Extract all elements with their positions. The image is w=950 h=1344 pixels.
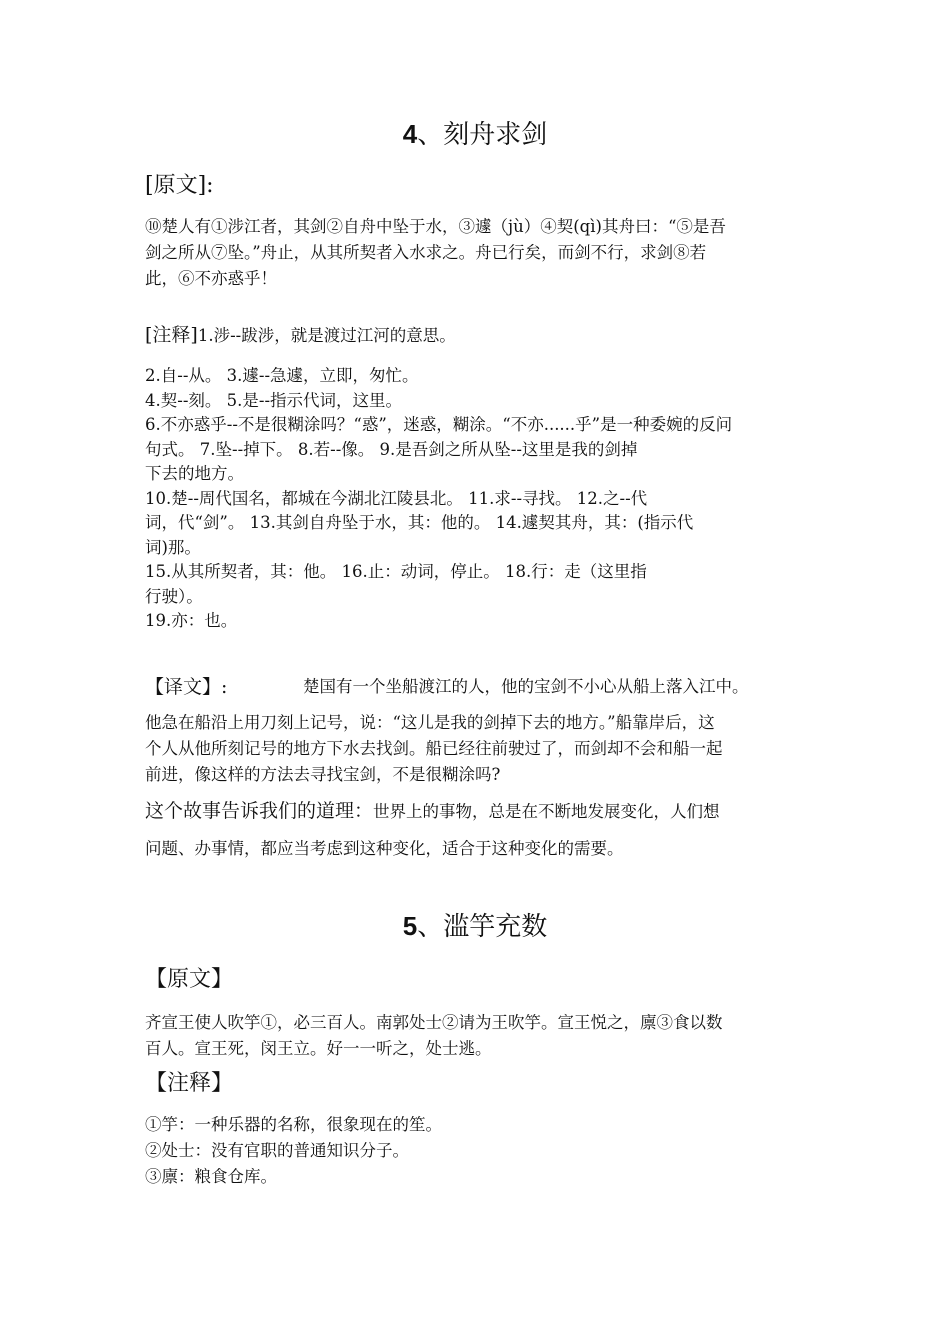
text-line: 行驶）。 — [145, 586, 203, 606]
text-line: 10.楚--周代国名，都城在今湖北江陵县北。 11.求--寻找。 12.之--代 — [145, 488, 648, 508]
section-4-moral-line — [145, 798, 720, 825]
section-5-yuanwen-heading: 【原文】 — [145, 967, 234, 992]
section-4-yiwen-first-line — [145, 674, 749, 701]
section-4-number: 4 — [402, 119, 418, 149]
section-5-zhushi-heading: 【注释】 — [145, 1071, 234, 1096]
section-5-notes — [145, 1112, 442, 1190]
text-line: 词)那。 — [145, 537, 201, 557]
text-line: ③廪：粮食仓库。 — [145, 1167, 277, 1186]
section-4-moral-lead: 这个故事告诉我们的道理： — [145, 800, 374, 822]
text-line: 个人从他所刻记号的地方下水去找剑。船已经往前驶过了，而剑却不会和船一起 — [145, 739, 723, 758]
section-4-notes — [145, 364, 732, 634]
text-line: 楚国有一个坐船渡江的人，他的宝剑不小心从船上落入江中。 — [303, 677, 749, 696]
text-line: 百人。宣王死，闵王立。好一一听之，处士逃。 — [145, 1039, 492, 1058]
section-4-yuanwen-heading: [原文]: — [145, 173, 214, 198]
section-5-number: 5 — [402, 911, 418, 941]
section-5-title-text: 、滥竽充数 — [417, 912, 548, 942]
section-4-zhushi-heading: [注释] — [145, 324, 198, 346]
section-4-yiwen-heading: 【译文】: — [145, 676, 228, 698]
section-4-yuanwen-text — [145, 214, 726, 292]
text-line: 6.不亦惑乎--不是很糊涂吗？“惑”，迷惑，糊涂。“不亦......乎”是一种委婉的反问 — [145, 415, 733, 434]
text-line: 世界上的事物，总是在不断地发展变化，人们想 — [373, 802, 720, 821]
text-line: 此，⑥不亦惑乎！ — [145, 269, 277, 288]
text-line: 句式。 7.坠--掉下。 8.若--像。 9.是吾剑之所从坠--这里是我的剑掉 — [145, 439, 638, 459]
text-line: 前进，像这样的方法去寻找宝剑，不是很糊涂吗? — [145, 765, 501, 784]
text-line: 19.亦：也。 — [145, 611, 238, 630]
section-4-zhushi-first-line — [145, 322, 456, 349]
text-line: ①竽：一种乐器的名称，很象现在的笙。 — [145, 1115, 442, 1134]
text-line: 15.从其所契者，其：他。 16.止：动词，停止。 18.行：走（这里指 — [145, 562, 647, 581]
text-line: 1.涉--跋涉，就是渡过江河的意思。 — [197, 326, 456, 345]
text-line: 齐宣王使人吹竽①，必三百人。南郭处士②请为王吹竽。宣王悦之，廪③食以数 — [145, 1013, 723, 1032]
text-line: 剑之所从⑦坠。”舟止，从其所契者入水求之。舟已行矣，而剑不行，求剑⑧若 — [145, 243, 707, 262]
text-line: 词，代“剑”。 13.其剑自舟坠于水，其：他的。 14.遽契其舟，其：(指示代 — [145, 513, 694, 532]
section-4-moral-line-2: 问题、办事情，都应当考虑到这种变化，适合于这种变化的需要。 — [145, 839, 624, 858]
text-line: 4.契--刻。 5.是--指示代词，这里。 — [145, 390, 403, 410]
text-line: ⑩楚人有①涉江者，其剑②自舟中坠于水，③遽（jù）④契(qì)其舟曰：“⑤是吾 — [145, 217, 726, 236]
text-line: 2.自--从。 3.遽--急遽，立即，匆忙。 — [145, 366, 419, 385]
section-4-title — [0, 118, 950, 151]
text-line: ②处士：没有官职的普通知识分子。 — [145, 1141, 409, 1160]
text-line: 下去的地方。 — [145, 464, 244, 483]
section-5-title — [0, 910, 950, 943]
section-4-title-text: 、刻舟求剑 — [417, 120, 548, 150]
text-line: 他急在船沿上用刀刻上记号，说：“这儿是我的剑掉下去的地方。”船靠岸后，这 — [145, 713, 715, 732]
section-5-yuanwen-text — [145, 1010, 723, 1062]
section-4-yiwen-text — [145, 710, 723, 788]
